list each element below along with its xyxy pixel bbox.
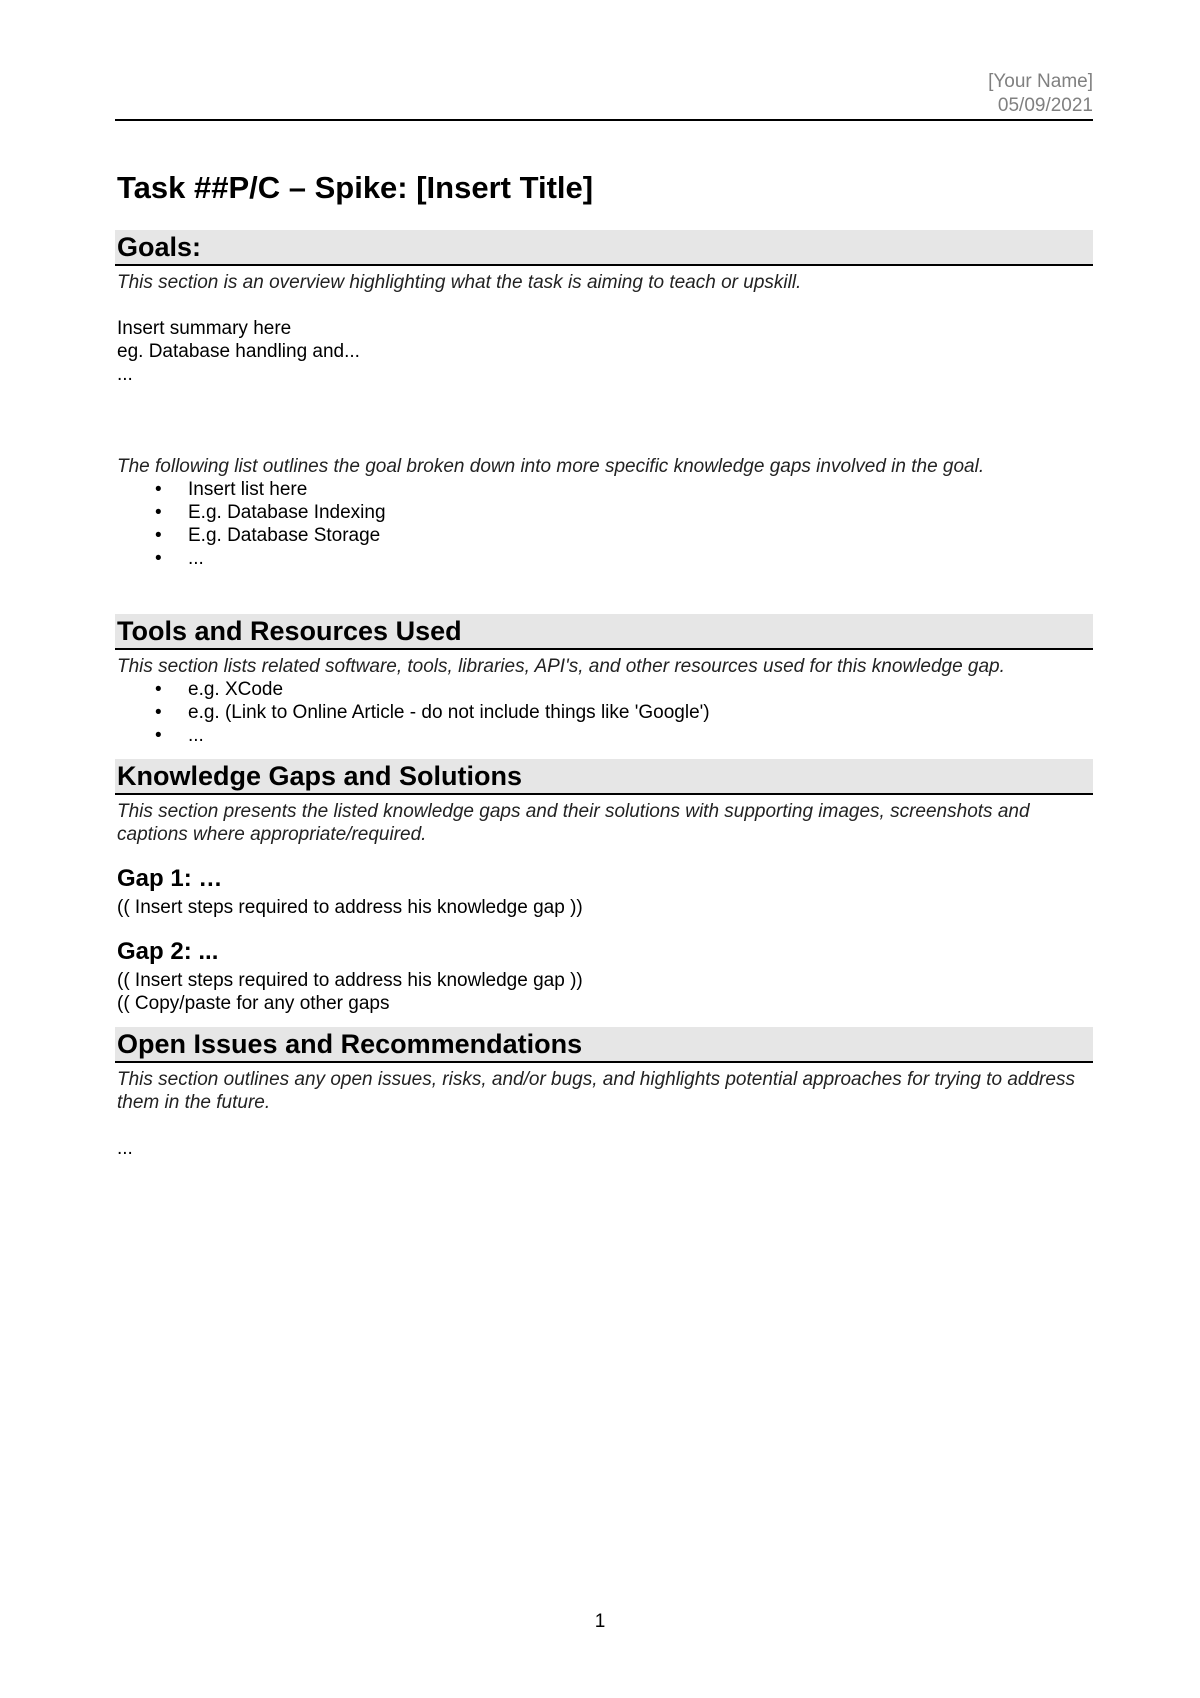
list-item: • e.g. XCode (155, 679, 284, 700)
document-body (115, 168, 1093, 1160)
knowledge-gaps-heading: Knowledge Gaps and Solutions (115, 759, 1093, 795)
list-item: • ... (155, 725, 204, 746)
bullet-icon: • (155, 479, 162, 500)
document-title: Task ##P/C – Spike: [Insert Title] (117, 170, 594, 205)
bullet-icon: • (155, 525, 162, 546)
open-issues-body: ... (117, 1138, 133, 1159)
list-item: • e.g. (Link to Online Article - do not include things like 'Google') (155, 702, 710, 723)
bullet-icon: • (155, 548, 162, 569)
author-name: [Your Name] (988, 71, 1093, 92)
page-header (115, 70, 1093, 118)
gap-1-title: Gap 1: … (117, 865, 223, 892)
goals-intro: This section is an overview highlighting what the task is aiming to teach or upskill. (117, 272, 802, 293)
list-item: • E.g. Database Storage (155, 525, 381, 546)
goals-summary-line: eg. Database handling and... (117, 341, 360, 362)
goals-heading: Goals: (115, 230, 1093, 266)
bullet-icon: • (155, 502, 162, 523)
gap-2-title: Gap 2: ... (117, 938, 219, 965)
goals-section (115, 230, 1093, 570)
tools-section (115, 614, 1093, 747)
gap-1-line: (( Insert steps required to address his knowledge gap )) (117, 897, 583, 918)
tools-list (115, 678, 1093, 747)
gap-2-line: (( Copy/paste for any other gaps (117, 993, 390, 1014)
goals-list-intro: The following list outlines the goal broken down into more specific knowledge gaps involved in the goal. (117, 456, 985, 477)
open-issues-heading: Open Issues and Recommendations (115, 1027, 1093, 1063)
bullet-icon: • (155, 725, 162, 746)
knowledge-gaps-intro: This section presents the listed knowledge gaps and their solutions with supporting images, screenshots and captions where appropriate/required. (117, 801, 1030, 845)
open-issues-intro: This section outlines any open issues, risks, and/or bugs, and highlights potential approaches for trying to address them in the future. (117, 1069, 1075, 1113)
goals-summary-line: Insert summary here (117, 318, 292, 339)
list-item: • E.g. Database Indexing (155, 502, 386, 523)
goals-list (115, 478, 1093, 570)
header-divider (115, 119, 1093, 121)
open-issues-section (115, 1027, 1093, 1160)
page-number: 1 (594, 1611, 606, 1632)
tools-intro: This section lists related software, tools, libraries, API's, and other resources used for this knowledge gap. (117, 656, 1005, 677)
document-date: 05/09/2021 (997, 95, 1093, 116)
list-item: • Insert list here (155, 479, 308, 500)
gap-2-line: (( Insert steps required to address his knowledge gap )) (117, 970, 583, 991)
list-item: • ... (155, 548, 204, 569)
goals-summary-line: ... (117, 364, 133, 385)
tools-heading: Tools and Resources Used (115, 614, 1093, 650)
bullet-icon: • (155, 702, 162, 723)
bullet-icon: • (155, 679, 162, 700)
knowledge-gaps-section (115, 759, 1093, 1015)
